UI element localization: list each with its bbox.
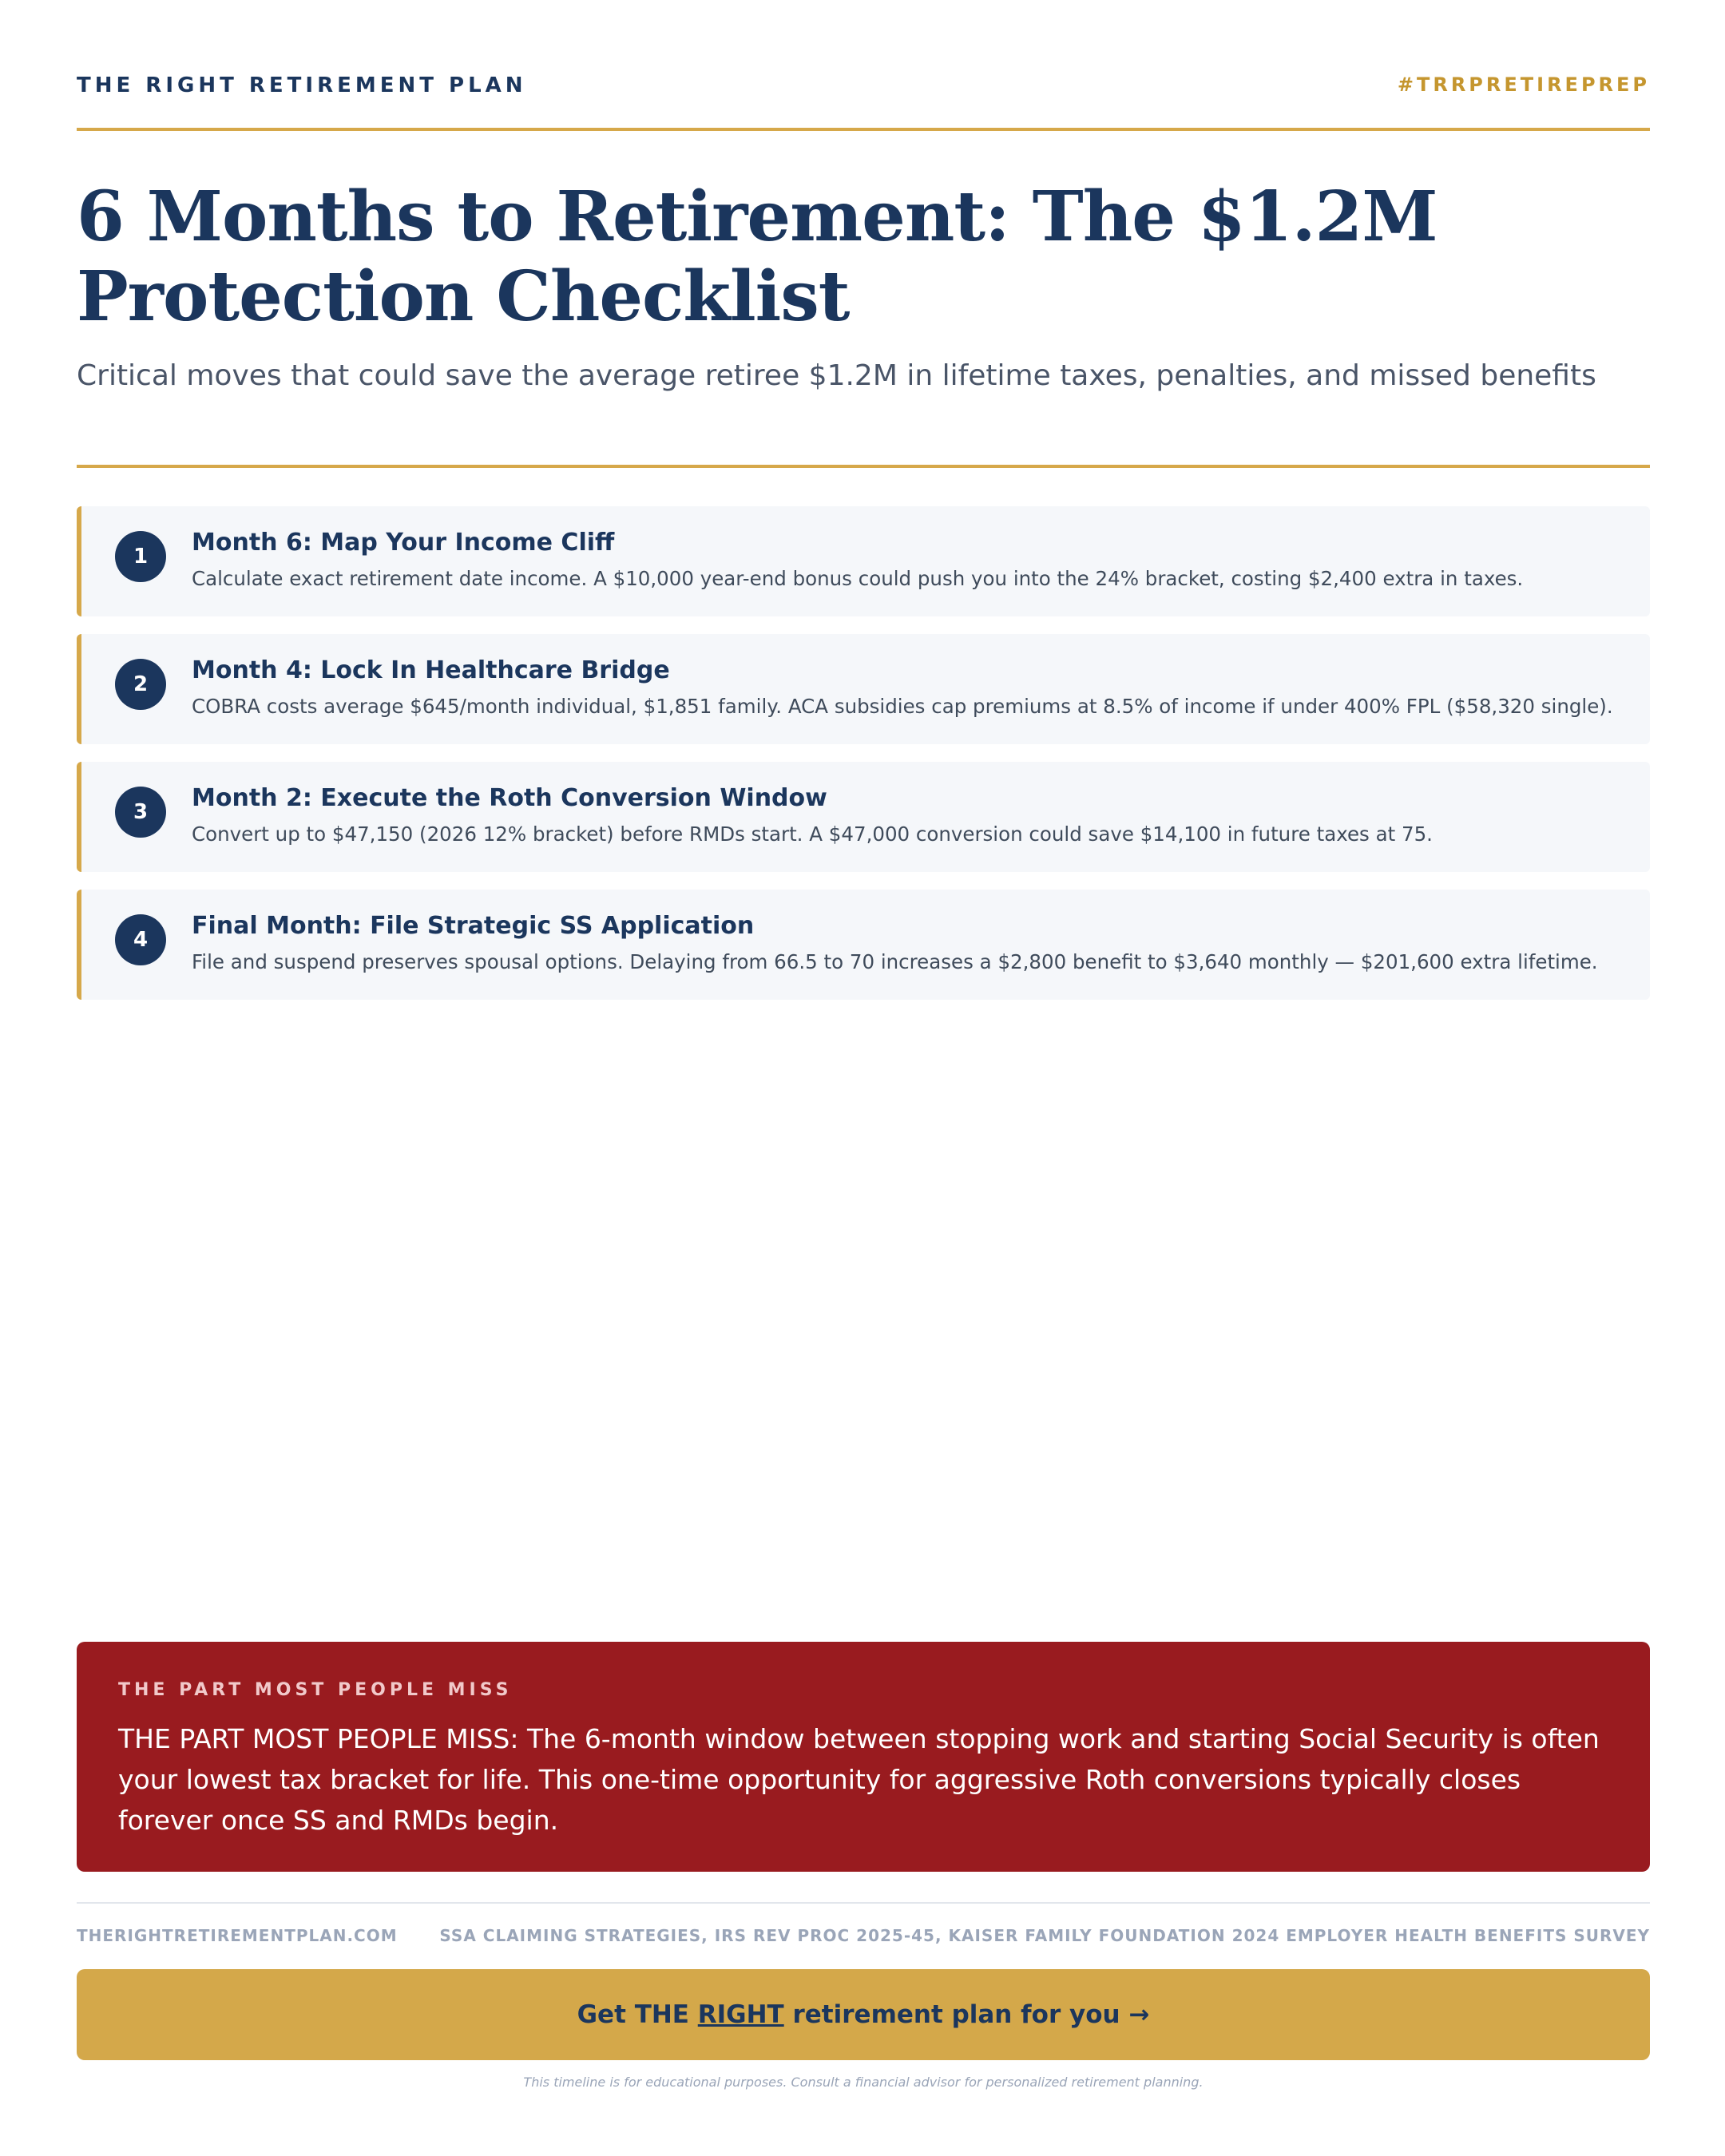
page-subtitle: Critical moves that could save the average retiree $1.2M in lifetime taxes, penalties, and missed benefits	[77, 359, 1596, 392]
top-bar	[77, 73, 1650, 97]
step-title: Month 4: Lock In Healthcare Bridge	[192, 656, 670, 684]
step-title: Month 2: Execute the Roth Conversion Window	[192, 784, 827, 812]
brand-name: THE RIGHT RETIREMENT PLAN	[77, 73, 527, 97]
callout-text: THE PART MOST PEOPLE MISS: The 6-month window between stopping work and starting Social Security is often your lowest tax bracket for life. This one-time opportunity for aggressive Roth conversions typically closes forever once SS and RMDs begin.	[118, 1723, 1600, 1836]
step-description: File and suspend preserves spousal options. Delaying from 66.5 to 70 increases a $2,800 benefit to $3,640 monthly — $201,600 extra lifetime.	[192, 950, 1598, 973]
page-title: 6 Months to Retirement: The $1.2M Protection Checklist	[77, 176, 1438, 337]
step-description: Calculate exact retirement date income. A $10,000 year-end bonus could push you into the 24% bracket, costing $2,400 extra in taxes.	[192, 567, 1524, 590]
hashtag: #TRRPRETIREPREP	[1397, 73, 1650, 96]
step-title: Month 6: Map Your Income Cliff	[192, 529, 615, 557]
checklist-item	[77, 506, 1650, 616]
step-number-badge: 3	[115, 787, 166, 838]
footer-divider	[77, 1902, 1650, 1904]
checklist-item	[77, 634, 1650, 744]
step-number-badge: 1	[115, 531, 166, 582]
cta-text-emphasis: RIGHT	[697, 2000, 784, 2029]
website-link[interactable]: THERIGHTRETIREMENTPLAN.COM	[77, 1926, 398, 1945]
disclaimer: This timeline is for educational purposes. Consult a financial advisor for personalized retirement planning.	[523, 2075, 1204, 2090]
callout-label: THE PART MOST PEOPLE MISS	[118, 1680, 513, 1700]
step-description: Convert up to $47,150 (2026 12% bracket) before RMDs start. A $47,000 conversion could save $14,100 in future taxes at 75.	[192, 822, 1433, 846]
checklist-item	[77, 890, 1650, 1000]
step-number-badge: 4	[115, 914, 166, 965]
cta-text-start: Get THE	[577, 2000, 698, 2029]
step-description: COBRA costs average $645/month individual, $1,851 family. ACA subsidies cap premiums at 8.5% of income if under 400% FPL ($58,320 single).	[192, 695, 1613, 718]
step-number-badge: 2	[115, 659, 166, 710]
cta-text-end: retirement plan for you →	[783, 2000, 1150, 2029]
warning-callout	[77, 1642, 1650, 1872]
sources-text: SSA CLAIMING STRATEGIES, IRS REV PROC 2025-45, KAISER FAMILY FOUNDATION 2024 EMPLOYER HEALTH BENEFITS SURVEY	[439, 1926, 1650, 1945]
top-divider	[77, 128, 1650, 131]
cta-button[interactable]	[77, 1969, 1650, 2060]
infographic-page	[77, 0, 1650, 2156]
section-divider	[77, 465, 1650, 468]
step-title: Final Month: File Strategic SS Application	[192, 912, 755, 940]
checklist-item	[77, 762, 1650, 872]
